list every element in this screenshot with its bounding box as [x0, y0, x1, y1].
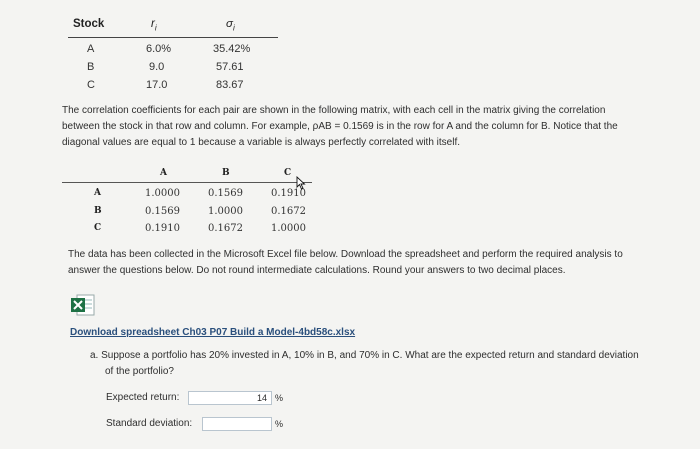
matrix-row-label: C — [94, 223, 102, 233]
standard-deviation-unit: % — [275, 419, 284, 429]
matrix-cell: 0.1672 — [208, 223, 243, 234]
matrix-divider — [62, 182, 312, 183]
return-value: 9.0 — [149, 61, 165, 73]
expected-return-unit: % — [275, 393, 284, 403]
matrix-col-header: C — [284, 168, 292, 178]
matrix-cell: 0.1910 — [145, 223, 180, 234]
instructions-line: The data has been collected in the Microsoft Excel file below. Download the spreadsheet and perform the required analysis to — [68, 249, 623, 260]
table-divider — [68, 37, 278, 38]
question-line: of the portfolio? — [105, 366, 174, 377]
return-value: 17.0 — [146, 79, 168, 91]
return-value: 6.0% — [146, 43, 172, 55]
question-a — [90, 348, 690, 380]
instructions-text — [68, 247, 688, 279]
description-line: diagonal values are equal to 1 because a variable is always perfectly correlated with itself. — [62, 137, 460, 148]
matrix-row-label: B — [94, 206, 102, 216]
stock-header: Stock — [73, 18, 105, 30]
description-line: The correlation coefficients for each pair are shown in the following matrix, with each cell in the matrix giving the correlation — [62, 105, 606, 116]
standard-deviation-label: Standard deviation: — [106, 418, 193, 429]
matrix-col-header: B — [222, 168, 230, 178]
matrix-cell: 0.1910 — [271, 188, 306, 199]
sigma-header: $\sigma_i$ — [226, 18, 235, 33]
matrix-row-label: A — [94, 188, 101, 198]
matrix-cell: 1.0000 — [271, 223, 306, 234]
standard-deviation-input[interactable] — [202, 417, 272, 431]
correlation-description — [62, 103, 692, 151]
matrix-cell: 0.1672 — [271, 206, 306, 217]
mouse-cursor-icon — [296, 176, 308, 190]
matrix-cell: 1.0000 — [145, 188, 180, 199]
expected-return-label: Expected return: — [106, 392, 180, 403]
expected-return-input[interactable]: 14 — [188, 391, 272, 405]
matrix-cell: 0.1569 — [145, 206, 180, 217]
question-line: a. Suppose a portfolio has 20% invested in A, 10% in B, and 70% in C. What are the expected return and standard deviation — [90, 350, 639, 361]
matrix-col-header: A — [160, 168, 167, 178]
stock-label: B — [87, 61, 95, 73]
matrix-cell: 0.1569 — [208, 188, 243, 199]
excel-file-icon[interactable] — [70, 292, 96, 318]
sigma-value: 57.61 — [216, 61, 244, 73]
return-header: $r_i$ — [151, 18, 157, 33]
download-spreadsheet-link[interactable]: Download spreadsheet Ch03 P07 Build a Model-4bd58c.xlsx — [70, 327, 356, 338]
description-line: between the stock in that row and column. For example, ρAB = 0.1569 is in the row for A and the column for B. Notice that the — [62, 121, 618, 132]
sigma-value: 83.67 — [216, 79, 244, 91]
matrix-cell: 1.0000 — [208, 206, 243, 217]
stock-label: C — [87, 79, 95, 91]
stock-label: A — [87, 43, 95, 55]
instructions-line: answer the questions below. Do not round intermediate calculations. Round your answers to two decimal places. — [68, 265, 566, 276]
sigma-value: 35.42% — [213, 43, 251, 55]
